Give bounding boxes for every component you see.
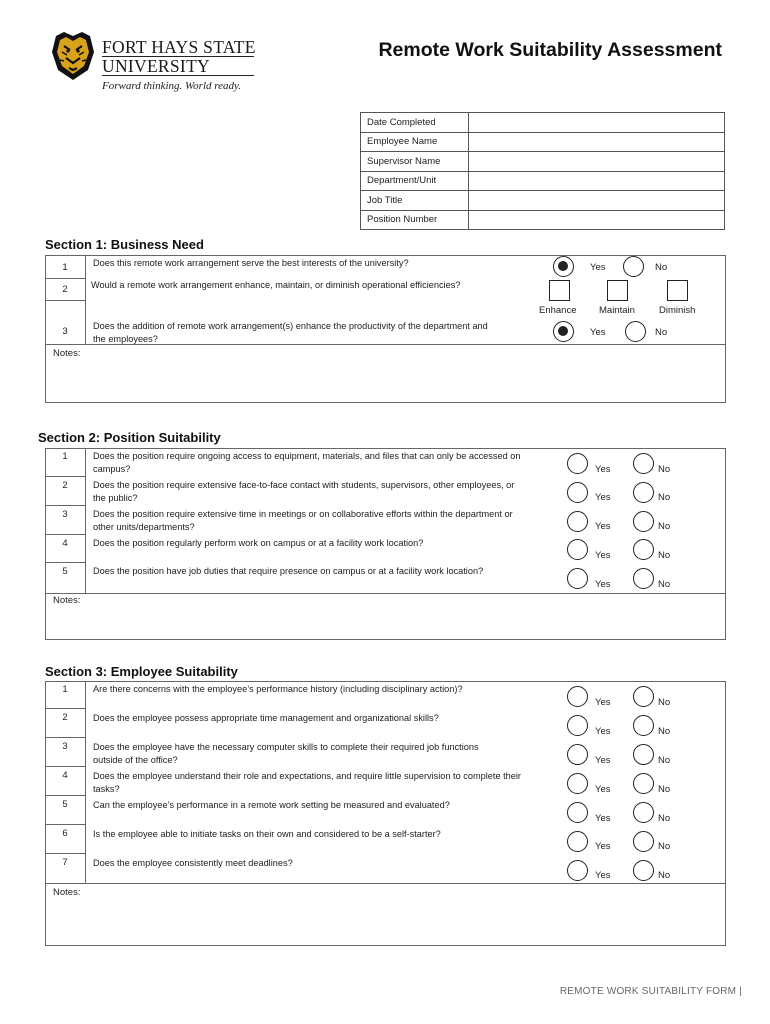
row-divider [45, 505, 86, 506]
s3-q2-no-radio[interactable] [633, 715, 654, 736]
employee-name-field[interactable] [469, 132, 725, 152]
no-label: No [655, 262, 668, 273]
maintain-label: Maintain [599, 305, 635, 316]
row-number: 1 [62, 684, 68, 695]
info-label: Department/Unit [361, 171, 469, 191]
employee-info-table [360, 112, 725, 230]
row-number: 5 [62, 566, 68, 577]
no-label: No [658, 870, 671, 881]
yes-label: Yes [590, 262, 606, 273]
notes-label: Notes: [53, 595, 81, 606]
yes-label: Yes [595, 550, 611, 561]
question-text: Does the employee have the necessary computer skills to complete their required job functions outside of the office? [93, 742, 479, 765]
question-text: Can the employee’s performance in a remote work setting be measured and evaluated? [93, 800, 450, 810]
s3-q1-no-radio[interactable] [633, 686, 654, 707]
enhance-checkbox[interactable] [549, 280, 570, 301]
section2-heading: Section 2: Position Suitability [38, 430, 221, 445]
info-label: Employee Name [361, 132, 469, 152]
yes-label: Yes [595, 521, 611, 532]
enhance-label: Enhance [539, 305, 577, 316]
question-text: Does the employee understand their role and expectations, and require little supervision to complete their tasks? [93, 771, 521, 794]
row-number: 3 [62, 509, 68, 520]
job-title-field[interactable] [469, 191, 725, 211]
question-text: Does the employee consistently meet deadlines? [93, 858, 293, 868]
diminish-checkbox[interactable] [667, 280, 688, 301]
yes-label: Yes [595, 726, 611, 737]
s2-q4-no-radio[interactable] [633, 539, 654, 560]
no-label: No [658, 464, 671, 475]
university-name-line2: UNIVERSITY [102, 56, 210, 76]
yes-label: Yes [595, 579, 611, 590]
notes-label: Notes: [53, 348, 81, 359]
info-label: Job Title [361, 191, 469, 211]
s3-q1-yes-radio[interactable] [567, 686, 588, 707]
info-label: Supervisor Name [361, 152, 469, 172]
no-label: No [658, 841, 671, 852]
row-number: 4 [62, 770, 68, 781]
row-divider [45, 795, 86, 796]
question-text: Does the employee possess appropriate time management and organizational skills? [93, 713, 439, 723]
question-text: Are there concerns with the employee’s performance history (including disciplinary action)? [93, 684, 463, 694]
s3-q4-yes-radio[interactable] [567, 773, 588, 794]
s2-q1-yes-radio[interactable] [567, 453, 588, 474]
row-divider [45, 300, 86, 301]
s3-q3-yes-radio[interactable] [567, 744, 588, 765]
no-label: No [658, 697, 671, 708]
s1-q3-yes-radio[interactable] [553, 321, 574, 342]
question-text: Does this remote work arrangement serve the best interests of the university? [93, 258, 409, 268]
date-completed-field[interactable] [469, 113, 725, 133]
s3-q5-yes-radio[interactable] [567, 802, 588, 823]
row-divider [45, 534, 86, 535]
question-text: Is the employee able to initiate tasks on their own and considered to be a self-starter? [93, 829, 441, 839]
row-divider [45, 737, 86, 738]
row-number: 6 [62, 828, 68, 839]
info-label: Position Number [361, 210, 469, 230]
no-label: No [658, 492, 671, 503]
s3-q6-yes-radio[interactable] [567, 831, 588, 852]
s2-q4-yes-radio[interactable] [567, 539, 588, 560]
maintain-checkbox[interactable] [607, 280, 628, 301]
s2-q5-no-radio[interactable] [633, 568, 654, 589]
notes-label: Notes: [53, 887, 81, 898]
row-number: 2 [62, 712, 68, 723]
section3-heading: Section 3: Employee Suitability [45, 664, 238, 679]
notes-divider [45, 593, 726, 594]
no-label: No [658, 726, 671, 737]
s2-q2-yes-radio[interactable] [567, 482, 588, 503]
s2-q3-no-radio[interactable] [633, 511, 654, 532]
question-text: Does the position require extensive time in meetings or on collaborative efforts within the department or other units/departments? [93, 509, 513, 532]
no-label: No [655, 327, 668, 338]
tiger-logo-icon [50, 30, 96, 82]
row-divider [45, 824, 86, 825]
no-label: No [658, 579, 671, 590]
question-text: Does the position require ongoing access to equipment, materials, and files that can only be accessed on campus? [93, 451, 521, 474]
column-divider [85, 448, 86, 593]
yes-label: Yes [595, 755, 611, 766]
s3-q2-yes-radio[interactable] [567, 715, 588, 736]
department-unit-field[interactable] [469, 171, 725, 191]
page-footer: REMOTE WORK SUITABILITY FORM | [559, 986, 742, 997]
row-number: 1 [62, 262, 68, 273]
yes-label: Yes [595, 870, 611, 881]
question-text: Does the position regularly perform work on campus or at a facility work location? [93, 538, 424, 548]
question-text: Would a remote work arrangement enhance, maintain, or diminish operational efficiencies? [91, 280, 461, 290]
row-divider [45, 853, 86, 854]
university-tagline: Forward thinking. World ready. [102, 80, 242, 92]
s1-q1-yes-radio[interactable] [553, 256, 574, 277]
yes-label: Yes [595, 697, 611, 708]
row-number: 3 [62, 741, 68, 752]
row-number: 2 [62, 480, 68, 491]
university-name-line1: FORT HAYS STATE [102, 37, 256, 57]
yes-label: Yes [595, 464, 611, 475]
page-title: Remote Work Suitability Assessment [378, 39, 722, 61]
yes-label: Yes [595, 784, 611, 795]
row-divider [45, 476, 86, 477]
no-label: No [658, 521, 671, 532]
section1-notes-field[interactable] [86, 346, 724, 402]
yes-label: Yes [595, 813, 611, 824]
row-number: 3 [62, 326, 68, 337]
s2-q2-no-radio[interactable] [633, 482, 654, 503]
row-number: 7 [62, 857, 68, 868]
s3-q5-no-radio[interactable] [633, 802, 654, 823]
s3-q3-no-radio[interactable] [633, 744, 654, 765]
s2-q3-yes-radio[interactable] [567, 511, 588, 532]
yes-label: Yes [590, 327, 606, 338]
s2-q5-yes-radio[interactable] [567, 568, 588, 589]
notes-divider [45, 883, 726, 884]
row-divider [45, 766, 86, 767]
row-number: 5 [62, 799, 68, 810]
no-label: No [658, 755, 671, 766]
s1-q1-no-radio[interactable] [623, 256, 644, 277]
row-divider [45, 562, 86, 563]
row-number: 1 [62, 451, 68, 462]
yes-label: Yes [595, 492, 611, 503]
s3-q7-yes-radio[interactable] [567, 860, 588, 881]
row-divider [45, 278, 86, 279]
supervisor-name-field[interactable] [469, 152, 725, 172]
yes-label: Yes [595, 841, 611, 852]
row-number: 2 [62, 284, 68, 295]
row-number: 4 [62, 538, 68, 549]
diminish-label: Diminish [659, 305, 696, 316]
section2-notes-field[interactable] [86, 595, 724, 639]
s3-q7-no-radio[interactable] [633, 860, 654, 881]
s3-q4-no-radio[interactable] [633, 773, 654, 794]
position-number-field[interactable] [469, 210, 725, 230]
s1-q3-no-radio[interactable] [625, 321, 646, 342]
question-text: Does the position have job duties that require presence on campus or at a facility work location? [93, 566, 484, 576]
s3-q6-no-radio[interactable] [633, 831, 654, 852]
info-label: Date Completed [361, 113, 469, 133]
no-label: No [658, 813, 671, 824]
question-text: Does the addition of remote work arrangement(s) enhance the productivity of the department and the employees? [93, 321, 488, 344]
row-divider [45, 708, 86, 709]
university-name [102, 39, 256, 77]
no-label: No [658, 784, 671, 795]
s2-q1-no-radio[interactable] [633, 453, 654, 474]
section3-notes-field[interactable] [86, 885, 724, 945]
no-label: No [658, 550, 671, 561]
section1-heading: Section 1: Business Need [45, 237, 204, 252]
question-text: Does the position require extensive face-to-face contact with students, supervisors, other employees, or the public? [93, 480, 515, 503]
